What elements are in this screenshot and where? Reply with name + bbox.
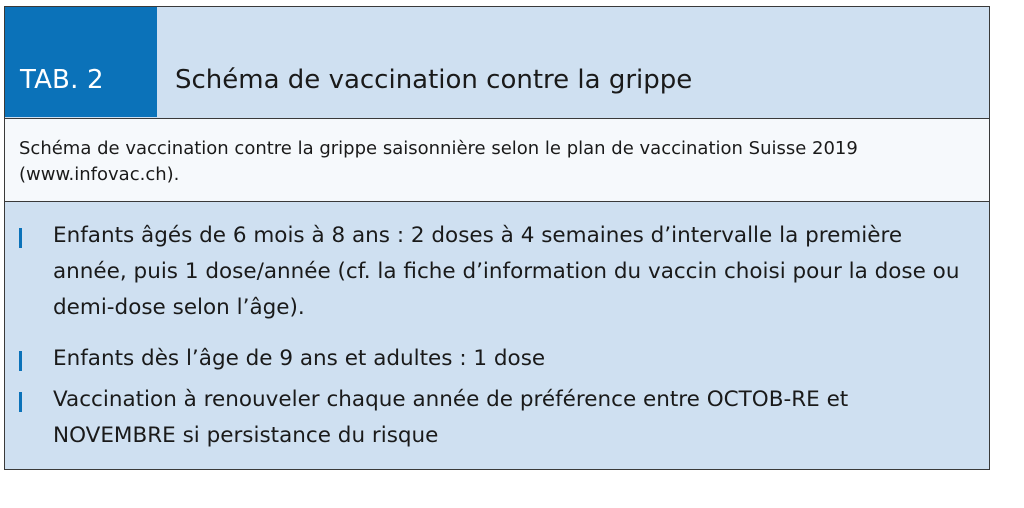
bullet-bar-icon	[19, 392, 22, 412]
table-number-label	[5, 7, 157, 117]
list-item-text: Enfants âgés de 6 mois à 8 ans : 2 doses à 4 semaines d’intervalle la première année, puis 1 dose/année (cf. la fiche d’information du vaccin choisi pour la dose ou demi-dose selon l’âge).	[53, 223, 960, 320]
bullet-bar-icon	[19, 351, 22, 371]
table-title: Schéma de vaccination contre la grippe	[175, 65, 693, 95]
list-item-text: Enfants dès l’âge de 9 ans et adultes : 1 dose	[53, 346, 546, 371]
description-text: Schéma de vaccination contre la grippe saisonnière selon le plan de vaccination Suisse 2019 (www.infovac.ch).	[19, 138, 858, 185]
table-description	[5, 119, 989, 202]
table-number-text: TAB. 2	[20, 65, 104, 95]
list-item-text: Vaccination à renouveler chaque année de préférence entre OCTOB-RE et NOVEMBRE si persistance du risque	[53, 387, 849, 448]
vaccination-table	[4, 6, 990, 470]
recommendation-list	[5, 202, 989, 469]
bullet-bar-icon	[19, 228, 22, 248]
table-header	[5, 7, 989, 119]
